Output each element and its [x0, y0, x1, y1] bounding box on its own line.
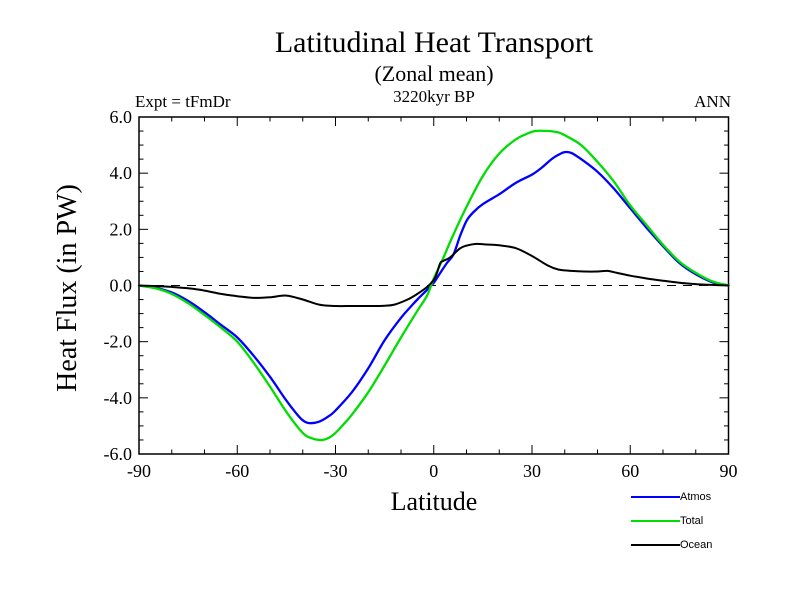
experiment-label: Expt = tFmDr — [135, 92, 231, 111]
series-curve-atmos — [139, 152, 729, 423]
legend-item-total — [631, 509, 712, 533]
legend — [631, 485, 712, 557]
season-label: ANN — [694, 92, 731, 111]
tick-labels — [104, 107, 738, 481]
x-axis-title: Latitude — [390, 487, 478, 516]
x-tick-label: 30 — [523, 461, 541, 481]
legend-item-ocean — [631, 533, 712, 557]
chart-subtitle: (Zonal mean) — [374, 61, 494, 86]
legend-item-atmos — [631, 485, 712, 509]
y-axis-title: Heat Flux (in PW) — [52, 184, 83, 392]
legend-label-total: Total — [680, 514, 704, 527]
series-curve-ocean — [139, 244, 729, 306]
x-tick-label: 0 — [429, 461, 439, 481]
y-tick-label: 0.0 — [109, 275, 132, 296]
page-title: Latitudinal Heat Transport — [274, 26, 594, 59]
y-tick-label: -4.0 — [103, 387, 132, 408]
date-label: 3220kyr BP — [393, 87, 475, 106]
y-tick-label: -2.0 — [103, 331, 132, 352]
total-line-swatch — [631, 520, 680, 522]
legend-label-atmos: Atmos — [680, 490, 712, 503]
legend-label-ocean: Ocean — [680, 538, 713, 551]
y-tick-label: 6.0 — [109, 107, 132, 127]
x-tick-label: -90 — [127, 461, 151, 481]
y-tick-label: 4.0 — [109, 163, 132, 184]
x-tick-label: 60 — [621, 461, 640, 481]
atmos-line-swatch — [631, 496, 680, 498]
y-tick-label: -6.0 — [103, 444, 132, 464]
x-tick-label: 90 — [719, 461, 738, 481]
x-tick-label: -30 — [323, 461, 348, 481]
ocean-line-swatch — [631, 544, 680, 546]
y-tick-label: 2.0 — [109, 219, 132, 240]
x-tick-label: -60 — [225, 461, 250, 481]
